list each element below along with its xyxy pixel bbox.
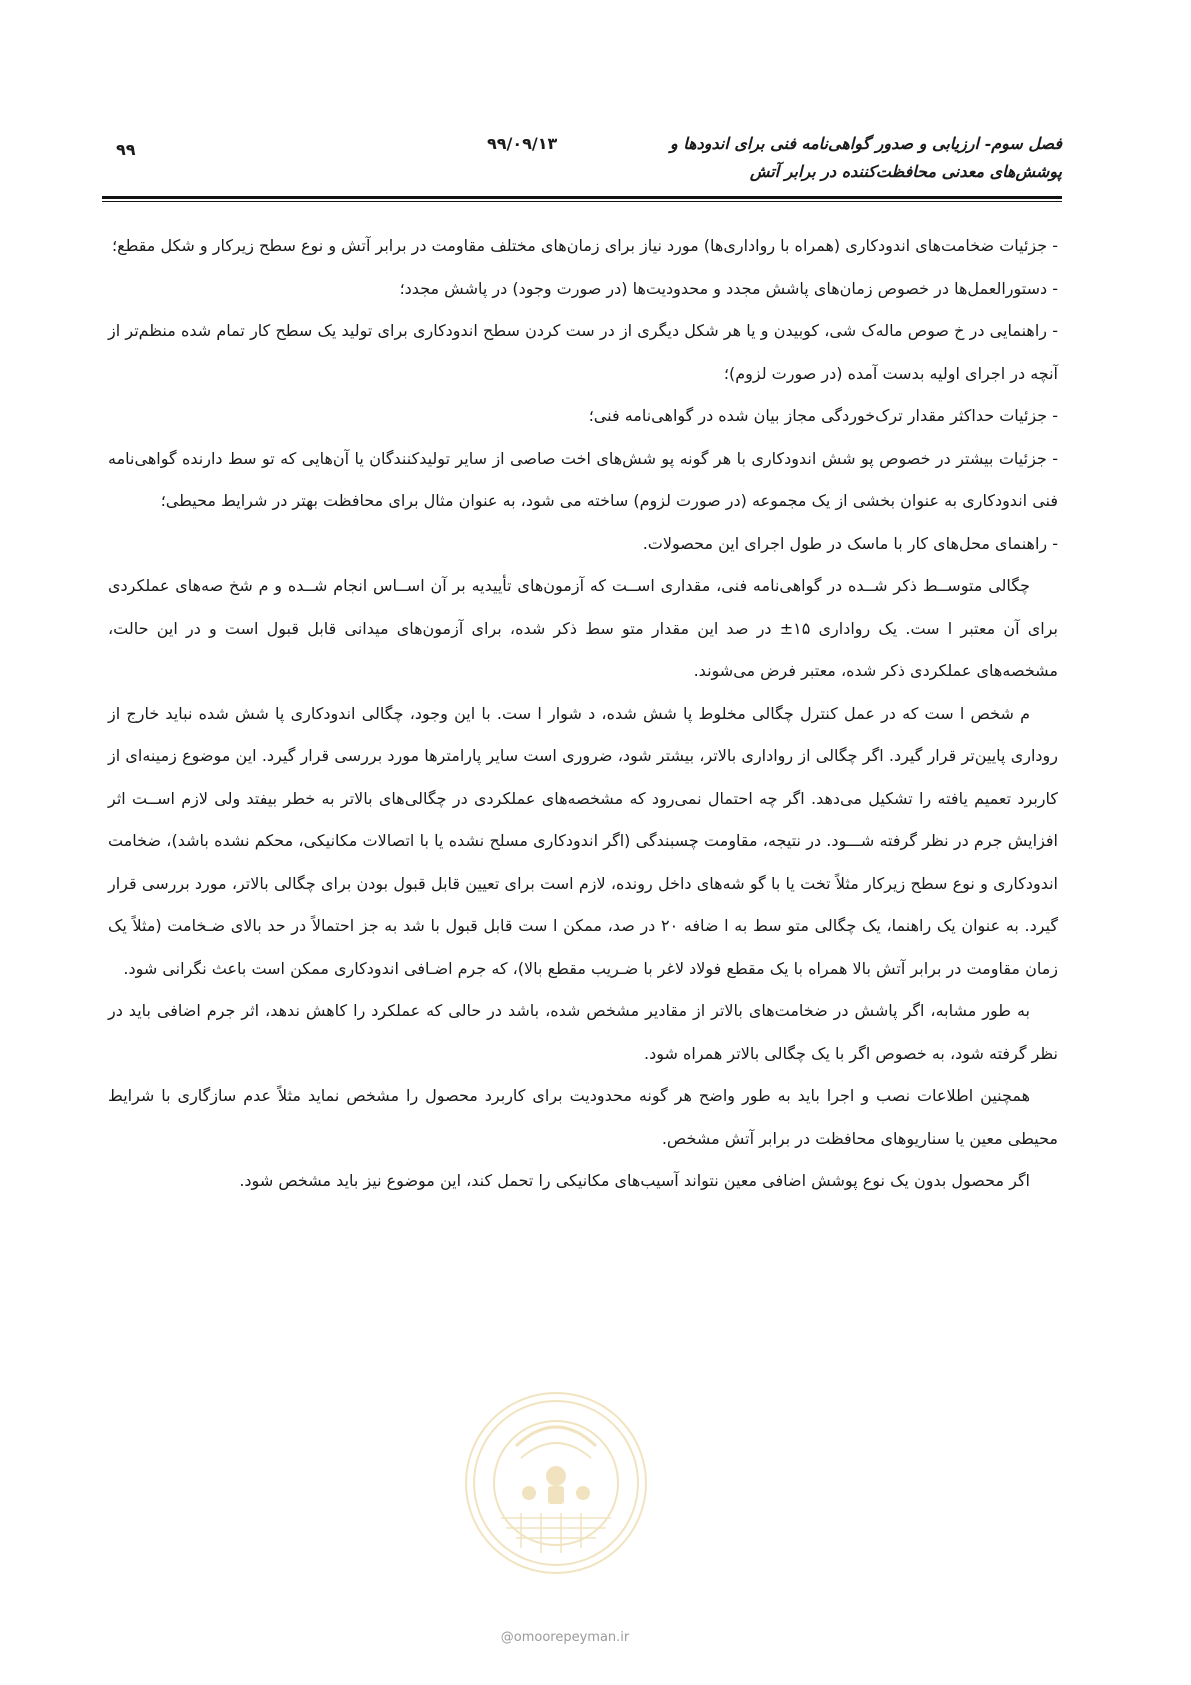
- paragraph-mechanical-damage: اگر محصول بدون یک نوع پوشش اضافی معین نتواند آسیب‌های مکانیکی را تحمل کند، این موضوع نیز باید مشخص شود.: [239, 1171, 1030, 1190]
- paragraph-density-control: م شخص ا ست که در عمل کنترل چگالی مخلوط پا شش شده، د شوار ا ست. با این وجود، چگالی اندودکاری پا شش شده نباید خارج از روداری پایین‌تر قرار گیرد. اگر چگالی از رواداری بالاتر، بیشتر شود، ضروری است سایر پارامترها مورد بررسی قرار گیرد. این موضوع زمینه‌ای از کاربرد تعمیم یافته را تشکیل می‌دهد. اگر چه احتمال نمی‌رود که مشخصه‌های عملکردی در چگالی‌های بالاتر به خطر بیفتد ولی لازم اســت اثر افزایش جرم در نظر گرفته شـــود. در نتیجه، مقاومت چسبندگی (اگر اندودکاری مسلح نشده یا با اتصالات مکانیکی، محکم نشده باشد)، ضخامت اندودکاری و نوع سطح زیرکار مثلاً تخت یا با گو شه‌های داخل رونده، لازم است برای تعیین قابل قبول بودن برای چگالی بالاتر، مورد بررسی قرار گیرد. به عنوان یک راهنما، یک چگالی متو سط به ا ضافه ۲۰ در صد، ممکن ا ست قابل قبول با شد به جز احتمالاً در حد بالای ضـخامت (مثلاً یک زمان مقاومت در برابر آتش بالا همراه با یک مقطع فولاد لاغر با ضـریب مقطع بالا)، که جرم اضـافی اندودکاری ممکن است باعث نگرانی شود.: [108, 703, 1058, 978]
- paragraph-thickness-mass: به طور مشابه، اگر پاشش در ضخامت‌های بالاتر از مقادیر مشخص شده، باشد در حالی که عملکرد را کاهش ندهد، اثر جرم اضافی باید در نظر گرفته شود، به خصوص اگر با یک چگالی بالاتر همراه شود.: [108, 1001, 1058, 1063]
- paragraph-installation-info: همچنین اطلاعات نصب و اجرا باید به طور واضح هر گونه محدودیت برای کاربرد محصول را مشخص نماید مثلاً عدم سازگاری با شرایط محیطی معین یا سناریوهای محافظت در برابر آتش مشخص.: [108, 1086, 1058, 1148]
- chapter-title-line-1: فصل سوم- ارزیابی و صدور گواهی‌نامه فنی برای اندودها و: [670, 134, 1062, 153]
- chapter-title-line-2: پوشش‌های معدنی محافظت‌کننده در برابر آتش: [749, 162, 1062, 181]
- watermark-website: @omoorepeyman.ir: [500, 1630, 630, 1645]
- header-rule-thin: [102, 201, 1062, 202]
- chapter-title: [670, 130, 1062, 186]
- paragraph-average-density: چگالی متوســط ذکر شــده در گواهی‌نامه فنی، مقداری اســت که آزمون‌های تأییدیه بر آن اســاس انجام شــده و م شخ صه‌های عملکردی برای آن معتبر ا ست. یک رواداری ۱۵± در صد این مقدار متو سط ذکر شده، برای آزمون‌های میدانی قابل قبول است و در این حالت، مشخصه‌های عملکردی ذکر شده، معتبر فرض می‌شوند.: [108, 576, 1058, 680]
- page-number: ۹۹: [116, 140, 136, 159]
- bullet-cracking-limit: - جزئیات حداکثر مقدار ترک‌خوردگی مجاز بیان شده در گواهی‌نامه فنی؛: [588, 406, 1058, 425]
- bullet-respray-instructions: - دستورالعمل‌ها در خصوص زمان‌های پاشش مجدد و محدودیت‌ها (در صورت وجود) در پاشش مجدد؛: [399, 278, 1058, 298]
- bullet-mask-guidance: - راهنمای محل‌های کار با ماسک در طول اجرای این محصولات.: [642, 533, 1058, 553]
- watermark-seal-logo: [461, 1368, 651, 1598]
- bullet-finishing-guidance: - راهنمایی در خ صوص ماله‌ک شی، کوبیدن و یا هر شکل دیگری از در ست کردن سطح اندودکاری برای تولید یک سطح کار تمام شده منظم‌تر از آنچه در اجرای اولیه بدست آمده (در صورت لزوم)؛: [108, 321, 1058, 383]
- header-date: ۹۹/۰۹/۱۳: [487, 134, 558, 153]
- header-rule-thick: [102, 196, 1062, 199]
- bullet-overcoat-details: - جزئیات بیشتر در خصوص پو شش اندودکاری با هر گونه پو شش‌های اخت صاصی از سایر تولیدکنندگان یا آن‌هایی که تو سط دارنده گواهی‌نامه فنی اندودکاری به عنوان بخشی از یک مجموعه (در صورت لزوم) ساخته می شود، به عنوان مثال برای محافظت بهتر در شرایط محیطی؛: [108, 448, 1058, 510]
- body-text: [108, 225, 1058, 1203]
- page-header: [102, 122, 1062, 202]
- bullet-thickness-details: - جزئیات ضخامت‌های اندودکاری (همراه با رواداری‌ها) مورد نیاز برای زمان‌های مختلف مقاومت در برابر آتش و نوع سطح زیرکار و شکل مقطع؛: [111, 236, 1058, 255]
